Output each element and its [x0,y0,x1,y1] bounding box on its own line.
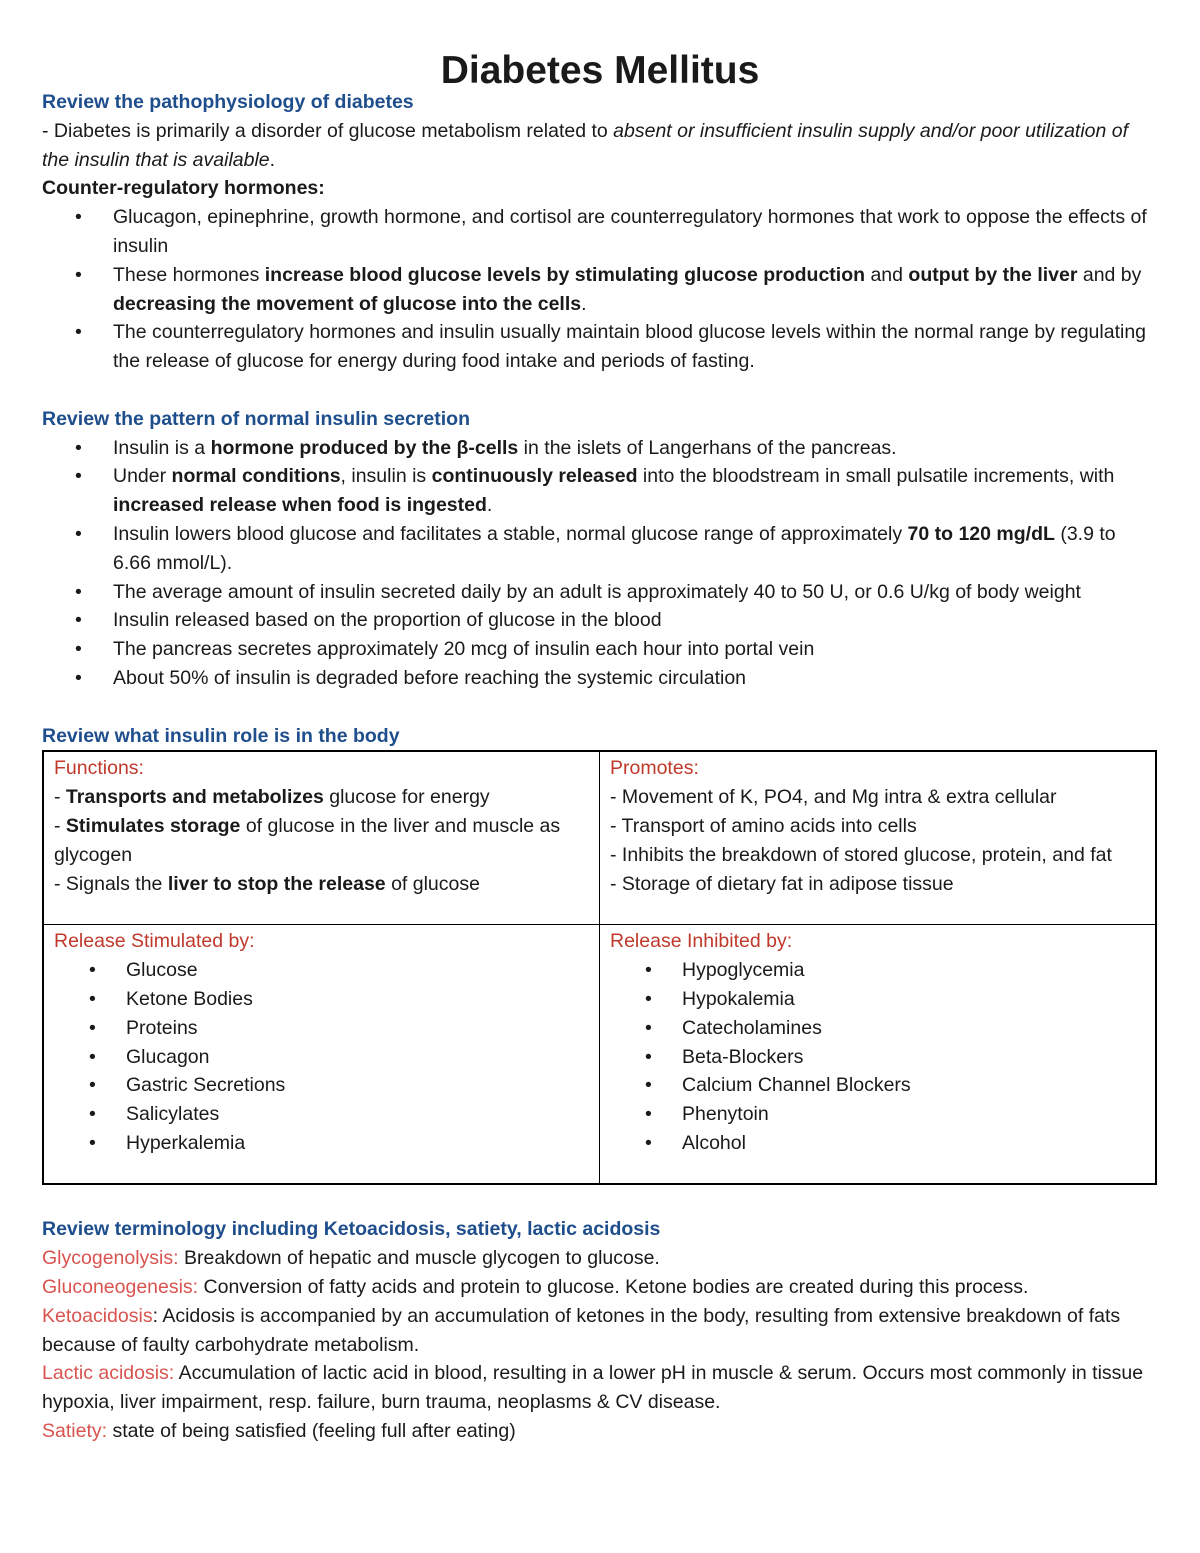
list-item-text: Calcium Channel Blockers [682,1074,911,1097]
release-inhibited-cell [600,925,1157,1185]
bold-text: output by the liver [908,263,1078,286]
text-run: and by [1077,263,1142,286]
bullet-icon: • [89,1016,96,1039]
release-inhibited-heading: Release Inhibited by: [610,930,793,953]
functions-cell [43,751,600,925]
bold-text: hormone produced by the β-cells [210,436,519,459]
list-item-text: About 50% of insulin is degraded before reaching the systemic circulation [113,666,747,689]
bullet-icon: • [75,609,82,632]
list-item [610,985,1147,1014]
intro-text: - Diabetes is primarily a disorder of glucose metabolism related to [42,119,614,142]
spacer [42,376,1158,405]
bullet-icon: • [75,666,82,689]
term-label: Lactic acidosis: [42,1362,175,1385]
list-item-text: Alcohol [682,1131,746,1154]
bullet-icon: • [645,1103,652,1126]
term-label: Glycogenolysis: [42,1247,179,1270]
bullet-icon: • [645,1131,652,1154]
bullet-icon: • [75,263,82,286]
spacer [42,1185,1158,1215]
definition-item [42,1302,1158,1360]
promotes-heading: Promotes: [610,757,699,780]
list-item [42,578,1158,607]
functions-line [54,870,591,899]
release-stimulated-list [54,956,591,1158]
list-item [54,985,591,1014]
bold-text: increase blood glucose levels by stimulating glucose production [264,263,866,286]
bullet-icon: • [645,959,652,982]
list-item [54,1043,591,1072]
definition-text: Breakdown of hepatic and muscle glycogen to glucose. [178,1247,660,1270]
list-item-text: Glucagon [126,1045,210,1068]
bullet-icon: • [89,1131,96,1154]
insulin-role-table [42,750,1157,1185]
bullet-icon: • [645,1074,652,1097]
list-item [54,1100,591,1129]
list-item [42,462,1158,520]
bullet-icon: • [645,987,652,1010]
insulin-secretion-list [42,434,1158,693]
list-item-text: The average amount of insulin secreted daily by an adult is approximately 40 to 50 U, or 0.6 U/kg of body weight [113,580,1081,603]
list-item [42,434,1158,463]
intro-suffix: . [269,148,276,171]
bold-text: liver to stop the release [167,872,386,895]
list-item-text: Insulin released based on the proportion of glucose in the blood [113,609,662,632]
definition-item [42,1417,1158,1446]
list-item-text: Hypokalemia [682,987,795,1010]
text-run: of glucose in the liver and muscle as glycogen [54,814,561,866]
list-item-text: Salicylates [126,1103,220,1126]
bullet-icon: • [75,206,82,229]
section-heading-pathophysiology: Review the pathophysiology of diabetes [42,91,414,113]
table-row [43,925,1156,1185]
bold-text: increased release when food is ingested [113,494,487,517]
promotes-line: - Inhibits the breakdown of stored glucose, protein, and fat [610,843,1112,866]
functions-heading: Functions: [54,757,144,780]
section-heading-insulin-role: Review what insulin role is in the body [42,724,400,747]
text-run: . [486,494,493,517]
text-run: . [581,292,587,315]
text-run: - [54,814,66,837]
document-page [42,49,1158,1446]
list-item [54,956,591,985]
bullet-icon: • [645,1045,652,1068]
term-label: Satiety: [42,1419,108,1442]
definition-item [42,1273,1158,1302]
term-label: Ketoacidosis [42,1304,153,1327]
list-item-text: Phenytoin [682,1103,769,1126]
list-item-text: The pancreas secretes approximately 20 mcg of insulin each hour into portal vein [113,638,815,661]
bullet-icon: • [89,987,96,1010]
bold-text: Stimulates storage [65,814,241,837]
list-item [610,956,1147,985]
bullet-icon: • [75,638,82,661]
promotes-cell [600,751,1157,925]
list-item-text: Glucagon, epinephrine, growth hormone, and cortisol are counterregulatory hormones that work to oppose the effects of insulin [113,206,1147,257]
list-item [54,1071,591,1100]
section-heading-terminology: Review terminology including Ketoacidosis, satiety, lactic acidosis [42,1218,661,1241]
functions-line [54,812,591,870]
definition-text: state of being satisfied (feeling full after eating) [107,1419,516,1442]
list-item-text: Gastric Secretions [126,1074,286,1097]
promotes-line: - Storage of dietary fat in adipose tissue [610,872,954,895]
bullet-icon: • [89,1074,96,1097]
list-item [42,520,1158,578]
definition-text: Accumulation of lactic acid in blood, resulting in a lower pH in muscle & serum. Occurs most commonly in tissue hypoxia, liver impairment, resp. failure, burn trauma, neoplasms & CV disease. [42,1362,1144,1414]
bold-text: continuously released [431,465,638,488]
release-stimulated-heading: Release Stimulated by: [54,930,255,953]
bold-text: 70 to 120 mg/dL [907,522,1055,545]
list-item [610,1043,1147,1072]
definition-text: : Acidosis is accompanied by an accumulation of ketones in the body, resulting from extensive breakdown of fats because of faulty carbohydrate metabolism. [42,1304,1121,1356]
bullet-icon: • [89,959,96,982]
list-item-text: Catecholamines [682,1016,822,1039]
definition-item [42,1244,1158,1273]
bullet-icon: • [75,522,82,545]
list-item [42,203,1158,261]
list-item [610,1071,1147,1100]
definition-item [42,1359,1158,1417]
bold-text: normal conditions [171,465,341,488]
promotes-line: - Transport of amino acids into cells [610,814,917,837]
counter-regulatory-list [42,203,1158,376]
list-item-text: Proteins [126,1016,198,1039]
text-run: , insulin is [340,465,432,488]
release-stimulated-cell [43,925,600,1185]
bullet-icon: • [645,1016,652,1039]
list-item-text: The counterregulatory hormones and insulin usually maintain blood glucose levels within the normal range by regulating the release of glucose for energy during food intake and periods of fasting. [113,321,1147,373]
bullet-icon: • [75,580,82,603]
list-item [610,1129,1147,1158]
list-item [610,1014,1147,1043]
list-item-text: Beta-Blockers [682,1045,804,1068]
intro-italic-text: absent or insufficient insulin supply and/or poor utilization of the insulin that is available [42,119,1129,171]
bullet-icon: • [75,436,82,459]
terminology-list [42,1244,1158,1446]
bullet-icon: • [75,321,82,344]
bold-text: decreasing the movement of glucose into the cells [113,292,582,315]
bold-text: Transports and metabolizes [65,786,324,809]
text-run: and [865,263,909,286]
list-item [54,1129,591,1158]
text-run: - [54,786,66,809]
list-item [42,635,1158,664]
list-item [42,664,1158,693]
list-item [610,1100,1147,1129]
promotes-line: - Movement of K, PO4, and Mg intra & extra cellular [610,786,1057,809]
text-run: glucose for energy [323,786,490,809]
pathophysiology-intro [42,117,1158,175]
text-run: Insulin lowers blood glucose and facilitates a stable, normal glucose range of approximately [113,522,908,545]
counter-regulatory-subheading: Counter-regulatory hormones: [42,177,325,200]
section-heading-insulin-secretion: Review the pattern of normal insulin secretion [42,407,471,430]
list-item [42,318,1158,376]
table-row [43,751,1156,925]
list-item [42,606,1158,635]
text-run: (3.9 to 6.66 mmol/L). [113,522,1116,574]
text-run: Under [113,465,172,488]
term-label: Gluconeogenesis: [42,1275,199,1298]
definition-text: Conversion of fatty acids and protein to glucose. Ketone bodies are created during this process. [198,1275,1029,1298]
bullet-icon: • [89,1103,96,1126]
list-item-text: Ketone Bodies [126,987,253,1010]
text-run: - Signals the [54,872,168,895]
bullet-icon: • [89,1045,96,1068]
text-run: in the islets of Langerhans of the pancreas. [518,436,897,459]
bullet-icon: • [75,465,82,488]
text-run: These hormones [113,263,265,286]
list-item-text: Hypoglycemia [682,959,805,982]
text-run: into the bloodstream in small pulsatile increments, with [637,465,1115,488]
list-item-text: Glucose [126,959,198,982]
text-run: Insulin is a [113,436,211,459]
text-run: of glucose [385,872,480,895]
list-item [54,1014,591,1043]
list-item [42,261,1158,319]
list-item-text: Hyperkalemia [126,1131,246,1154]
functions-line [54,783,591,812]
page-title: Diabetes Mellitus [440,49,760,92]
release-inhibited-list [610,956,1147,1158]
spacer [42,693,1158,722]
